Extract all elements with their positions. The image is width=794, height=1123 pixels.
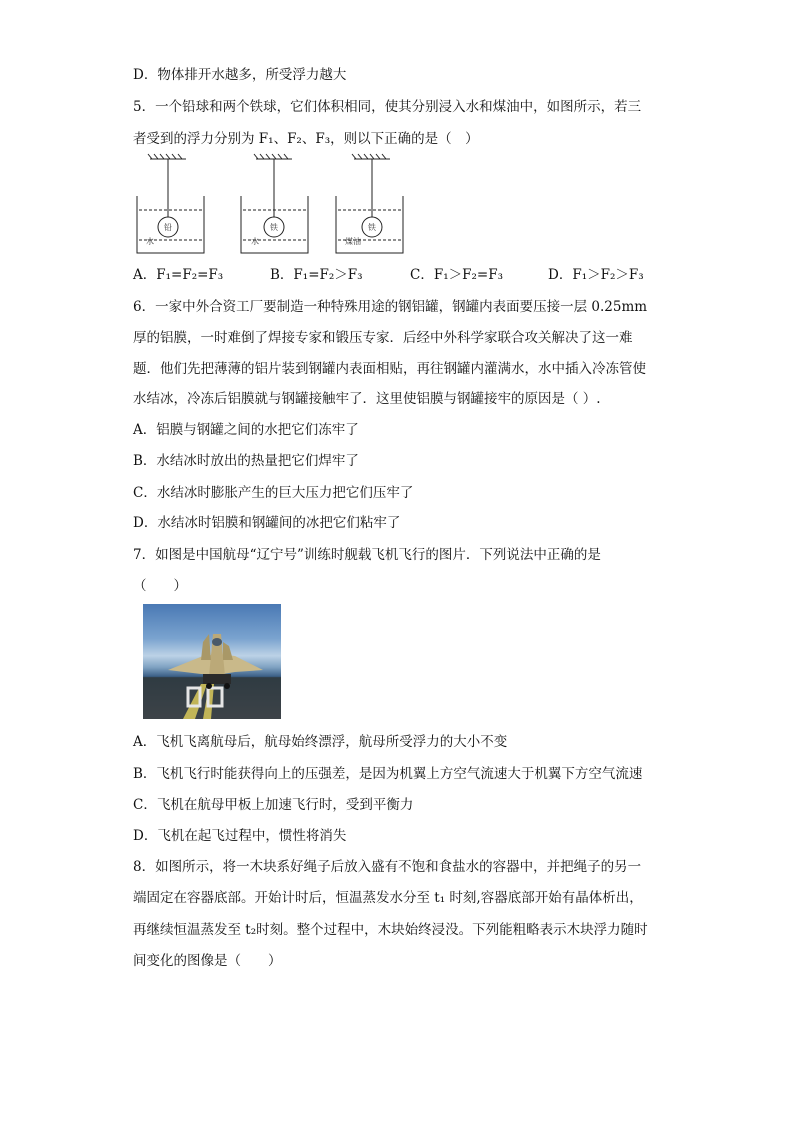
q7-stem-line-2: （ ）: [133, 578, 187, 594]
q6-option-c: C．水结冰时膨胀产生的巨大压力把它们压牢了: [133, 485, 414, 501]
q8-stem-line-1: 8．如图所示，将一木块系好绳子后放入盛有不饱和食盐水的容器中，并把绳子的另一: [133, 859, 642, 875]
q6-option-b: B．水结冰时放出的热量把它们焊牢了: [133, 453, 359, 469]
q6-stem-line-3: 题．他们先把薄薄的铝片装到钢罐内表面相贴，再往钢罐内灌满水，水中插入冷冻管使: [133, 361, 646, 377]
carrier-jet-photo: [143, 604, 281, 719]
q5-stem-line-1: 5．一个铅球和两个铁球，它们体积相同，使其分别浸入水和煤油中，如图所示，若三: [133, 99, 642, 115]
q5-stem-line-2: 者受到的浮力分别为 F₁、F₂、F₃，则以下正确的是（ ）: [133, 131, 479, 147]
q8-stem-line-2: 端固定在容器底部。开始计时后，恒温蒸发水分至 t₁ 时刻,容器底部开始有晶体析出，: [133, 890, 643, 906]
q5-beakers-figure: [130, 152, 430, 262]
q6-option-d: D．水结冰时铝膜和钢罐间的冰把它们粘牢了: [133, 515, 401, 531]
q6-stem-line-4: 水结冰，冷冻后铝膜就与钢罐接触牢了．这里使铝膜与钢罐接牢的原因是（ ）.: [133, 391, 601, 407]
q5-option-c: C．F₁＞F₂=F₃: [410, 267, 503, 283]
q8-stem-line-3: 再继续恒温蒸发至 t₂时刻。整个过程中，木块始终浸没。下列能粗略表示木块浮力随时: [133, 922, 648, 938]
beaker-2-ball-label: 铁: [270, 223, 278, 232]
beaker-1-ball-label: 铅: [164, 223, 172, 232]
beaker-3-liquid-label: 煤油: [345, 237, 361, 246]
q7-option-a: A．飞机飞离航母后，航母始终漂浮，航母所受浮力的大小不变: [133, 734, 508, 750]
q7-stem-line-1: 7．如图是中国航母“辽宁号”训练时舰载飞机飞行的图片．下列说法中正确的是: [133, 547, 601, 563]
q5-option-b: B．F₁=F₂＞F₃: [270, 267, 363, 283]
q6-stem-line-2: 厚的铝膜，一时难倒了焊接专家和锻压专家．后经中外科学家联合攻关解决了这一难: [133, 330, 633, 346]
beaker-2-liquid-label: 水: [251, 237, 259, 246]
beaker-1-liquid-label: 水: [146, 237, 154, 246]
q5-option-a: A．F₁=F₂=F₃: [133, 267, 224, 283]
beaker-3-ball-label: 铁: [368, 223, 376, 232]
q7-option-d: D．飞机在起飞过程中，惯性将消失: [133, 828, 347, 844]
q5-option-d: D．F₁＞F₂＞F₃: [548, 267, 644, 283]
q4-option-d: D．物体排开水越多，所受浮力越大: [133, 67, 347, 83]
q6-option-a: A．铝膜与钢罐之间的水把它们冻牢了: [133, 422, 359, 438]
q8-stem-line-4: 间变化的图像是（ ）: [133, 953, 282, 969]
q6-stem-line-1: 6．一家中外合资工厂要制造一种特殊用途的钢铝罐，钢罐内表面要压接一层 0.25mm: [133, 299, 648, 315]
q7-option-b: B．飞机飞行时能获得向上的压强差，是因为机翼上方空气流速大于机翼下方空气流速: [133, 766, 643, 782]
q7-option-c: C．飞机在航母甲板上加速飞行时，受到平衡力: [133, 797, 414, 813]
